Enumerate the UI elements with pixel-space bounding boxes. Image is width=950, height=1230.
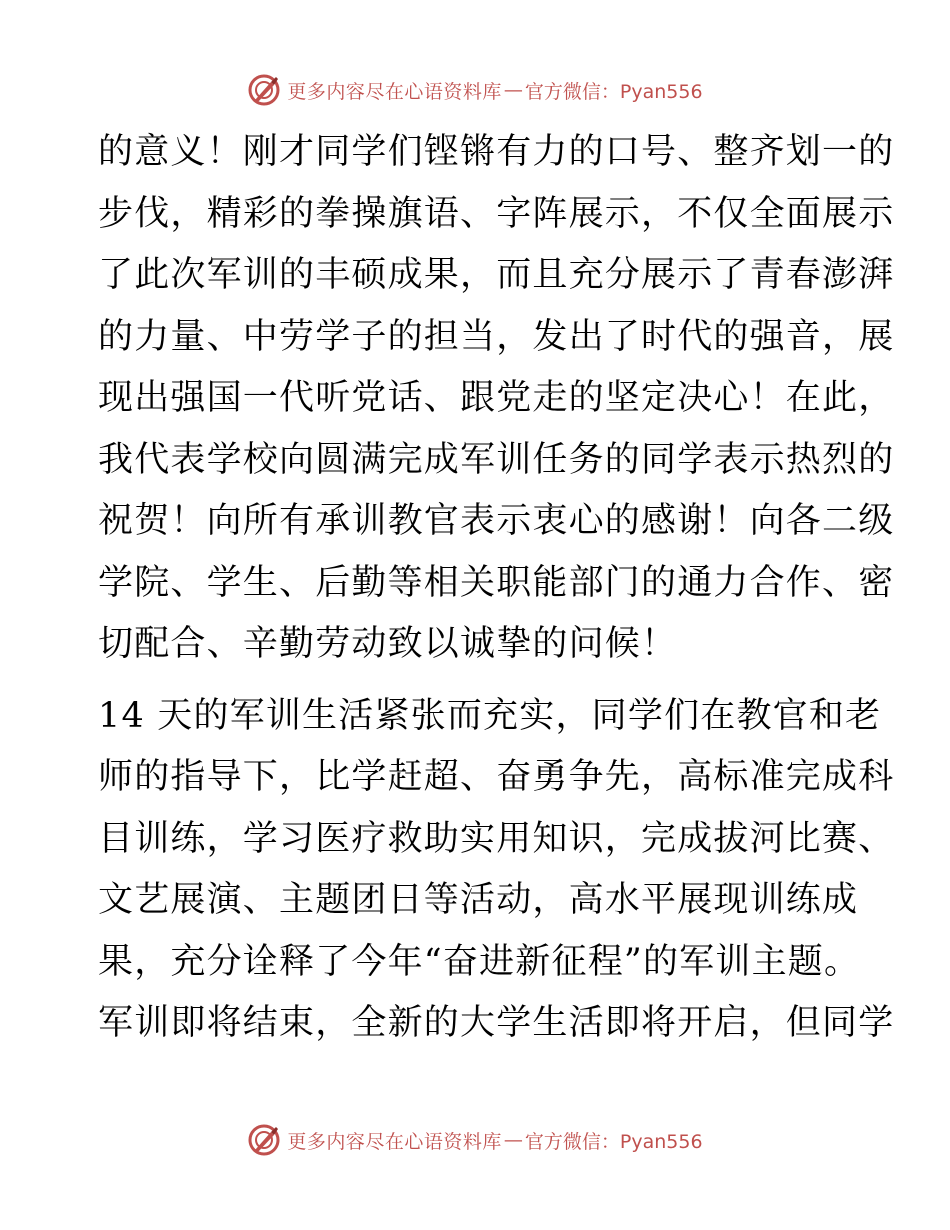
text-line: 切配合、辛勤劳动致以诚挚的问候！ xyxy=(98,624,678,664)
text-line: 了此次军训的丰硕成果，而且充分展示了青春澎湃 xyxy=(98,255,895,295)
text-line: 目训练，学习医疗救助实用知识，完成拔河比赛、 xyxy=(98,818,895,859)
footer-watermark xyxy=(0,1120,950,1160)
text-line: 祝贺！向所有承训教官表示衷心的感谢！向各二级 xyxy=(98,501,895,541)
text-line: 现出强国一代听党话、跟党走的坚定决心！在此， xyxy=(98,378,895,418)
watermark-wechat: 官方微信：Pyan556 xyxy=(524,1130,703,1153)
watermark-text: 更多内容尽在心语资料库 xyxy=(287,80,502,103)
text-line: 我代表学校向圆满完成军训任务的同学表示热烈的 xyxy=(98,439,895,480)
watermark-text: 更多内容尽在心语资料库 xyxy=(287,1130,502,1153)
pen-logo-icon xyxy=(247,1123,281,1157)
text-line: 学院、学生、后勤等相关职能部门的通力合作、密 xyxy=(98,562,895,603)
text-line: 军训即将结束，全新的大学生活即将开启，但同学 xyxy=(98,1003,895,1043)
watermark-separator: — xyxy=(503,79,523,101)
watermark-wechat: 官方微信：Pyan556 xyxy=(524,80,703,103)
text-line: 文艺展演、主题团日等活动，高水平展现训练成 xyxy=(98,880,859,920)
text-line: 的意义！刚才同学们铿锵有力的口号、整齐划一的 xyxy=(98,132,895,172)
paragraph-1 xyxy=(98,122,895,676)
text-line: 师的指导下，比学赶超、奋勇争先，高标准完成科 xyxy=(98,757,895,797)
watermark-group xyxy=(247,1123,702,1157)
paragraph-2 xyxy=(98,686,895,1055)
watermark-separator: — xyxy=(503,1129,523,1151)
header-watermark xyxy=(0,70,950,110)
pen-logo-icon xyxy=(247,73,281,107)
text-line: 的力量、中劳学子的担当，发出了时代的强音，展 xyxy=(98,316,895,357)
watermark-group xyxy=(247,73,702,107)
text-line: 果，充分诠释了今年“奋进新征程”的军训主题。 xyxy=(98,941,861,982)
document-body xyxy=(98,122,895,1055)
text-line: 步伐，精彩的拳操旗语、字阵展示，不仅全面展示 xyxy=(98,193,895,234)
text-line: 14 天的军训生活紧张而充实，同学们在教官和老 xyxy=(98,695,882,736)
